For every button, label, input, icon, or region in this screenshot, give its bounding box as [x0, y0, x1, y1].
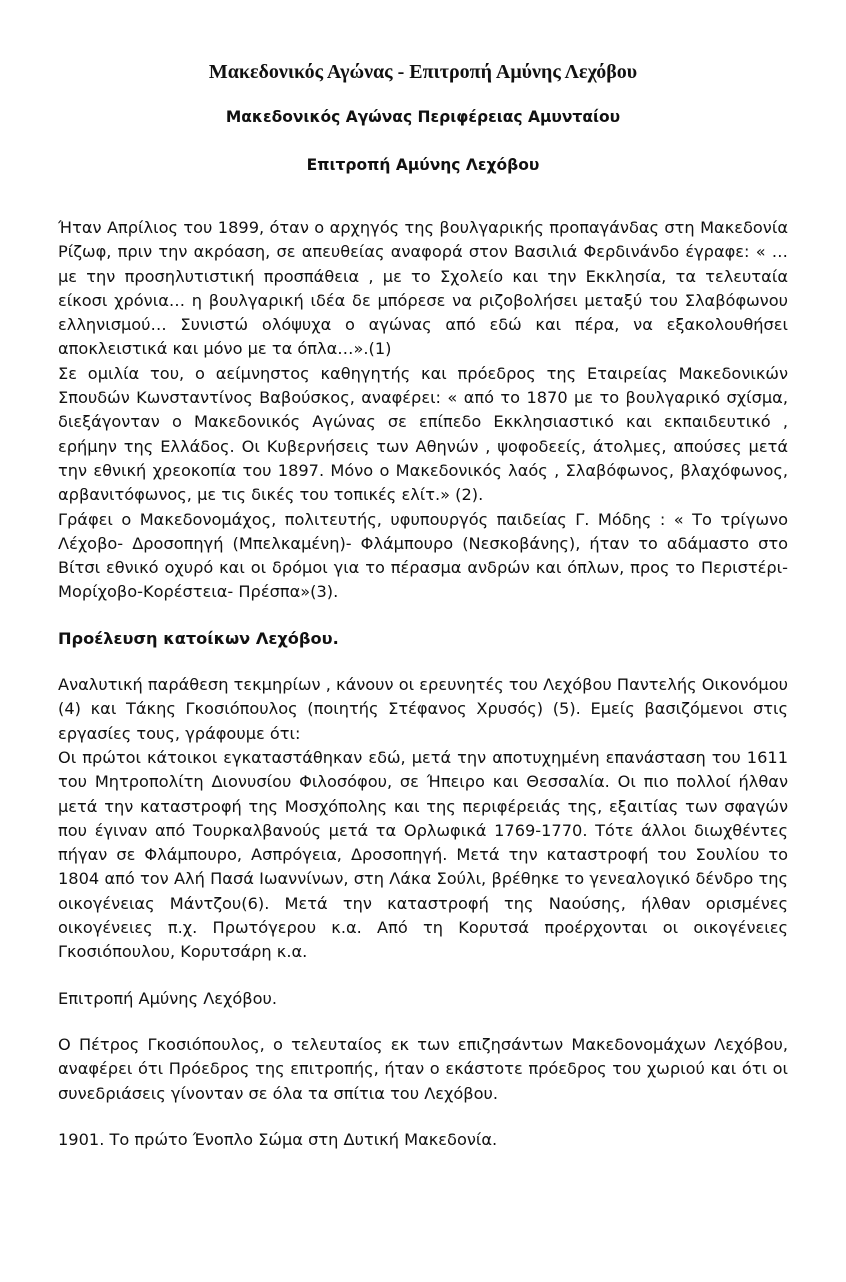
paragraph-5: Οι πρώτοι κάτοικοι εγκαταστάθηκαν εδώ, μετά την αποτυχημένη επανάσταση του 1611 του Μητροπολίτη Διονυσίου Φιλοσόφου, σε Ήπειρο και Θεσσαλία. Οι πιο πολλοί ήλθαν μετά την καταστροφή της Μοσχόπολης και της περιφέρειάς της, εξαιτίας των σφαγών που έγιναν από Τουρκαλβανούς μετά τα Ορλωφικά 1769-1770. Τότε άλλοι διωχθέντες πήγαν σε Φλάμπουρο, Ασπρόγεια, Δροσοπηγή. Μετά την καταστροφή του Σουλίου το 1804 από τον Αλή Πασά Ιωαννίνων, στη Λάκα Σούλι, βρέθηκε το γενεαλογικό δένδρο της οικογένειας Μάντζου(6). Μετά την καταστροφή της Ναούσης, ήλθαν ορισμένες οικογένειες π.χ. Πρωτόγερου κ.α. Από τη Κορυτσά προέρχονται οι οικογένειες Γκοσιόπουλου, Κορυτσάρη κ.α.: [58, 747, 788, 962]
paragraph-1: Ήταν Απρίλιος του 1899, όταν ο αρχηγός της βουλγαρικής προπαγάνδας στη Μακεδονία Ρίζωφ, πριν την ακρόαση, σε απευθείας αναφορά στον Βασιλιά Φερδινάνδο έγραφε: « … με την προσηλυτιστική προσπάθεια , με το Σχολείο και την Εκκλησία, τα τελευταία είκοσι χρόνια… η βουλγαρική ιδέα δε μπόρεσε να ριζοβολήσει μεταξύ του Σλαβόφωνου ελληνισμού… Συνιστώ ολόψυχα ο αγώνας από εδώ και πέρα, να εξακολουθήσει αποκλειστικά και μόνο με τα όπλα…».(1): [58, 218, 788, 359]
heading-origin: Προέλευση κατοίκων Λεχόβου.: [58, 628, 339, 648]
paragraph-4: Αναλυτική παράθεση τεκμηρίων , κάνουν οι ερευνητές του Λεχόβου Παντελής Οικονόμου (4) και Τάκης Γκοσιόπουλος (ποιητής Στέφανος Χρυσός) (5). Εμείς βασιζόμενοι στις εργασίες τους, γράφουμε ότι:: [58, 675, 788, 743]
document-page: [58, 58, 788, 1152]
paragraph-3: Γράφει ο Μακεδονομάχος, πολιτευτής, υφυπουργός παιδείας Γ. Μόδης : « Το τρίγωνο Λέχοβο- Δροσοπηγή (Μπελκαμένη)- Φλάμπουρο (Νεσκοβάνης), ήταν το αδάμαστο στο Βίτσι εθνικό οχυρό και οι δρόμοι για το πέρασμα ανδρών και όπλων, προς το Περιστέρι-Μορίχοβο-Κορέστεια- Πρέσπα»(3).: [58, 509, 788, 602]
document-subtitle: Μακεδονικός Αγώνας Περιφέρειας Αμυνταίου: [225, 108, 621, 126]
heading-1901: 1901. Το πρώτο Ένοπλο Σώμα στη Δυτική Μακεδονία.: [58, 1129, 498, 1149]
spacer: [58, 1106, 788, 1128]
spacer: [58, 965, 788, 987]
paragraph-2: Σε ομιλία του, ο αείμνηστος καθηγητής και πρόεδρος της Εταιρείας Μακεδονικών Σπουδών Κωνσταντίνος Βαβούσκος, αναφέρει: « από το 1870 με το βουλγαρικό σχίσμα, διεξάγονταν ο Μακεδονικός Αγώνας σε επίπεδο Εκκλησιαστικό και εκπαιδευτικό , ερήμην της Ελλάδος. Οι Κυβερνήσεις των Αθηνών , ψοφοδεείς, άτολμες, απούσες μετά την εθνική χρεοκοπία του 1897. Μόνο ο Μακεδονικός λαός , Σλαβόφωνος, βλαχόφωνος, αρβανιτόφωνος, με τις δικές του τοπικές ελίτ.» (2).: [58, 363, 788, 505]
spacer: [58, 651, 788, 673]
document-title: Μακεδονικός Αγώνας - Επιτροπή Αμύνης Λεχόβου: [208, 61, 638, 83]
section-title: Επιτροπή Αμύνης Λεχόβου: [306, 156, 540, 174]
paragraph-6: Ο Πέτρος Γκοσιόπουλος, ο τελευταίος εκ των επιζησάντων Μακεδονομάχων Λεχόβου, αναφέρει ότι Πρόεδρος της επιτροπής, ήταν ο εκάστοτε πρόεδρος του χωριού και ότι οι συνεδριάσεις γίνονταν σε όλα τα σπίτια του Λεχόβου.: [58, 1034, 788, 1103]
spacer: [58, 1011, 788, 1033]
heading-committee: Επιτροπή Αμύνης Λεχόβου.: [58, 988, 278, 1008]
